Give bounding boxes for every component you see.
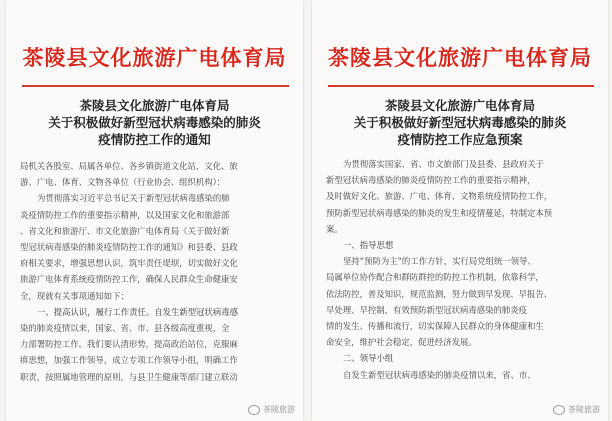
left-document-title (6, 97, 303, 148)
right-body-line: 预防新型冠状病毒感染的肺炎的发生和疫情蔓延，特制定本预 (326, 207, 553, 218)
right-body-line: 早处理、早控制，有效预防新型冠状病毒感染的肺炎疫 (326, 304, 527, 315)
right-body-line: 情的发生、传播和流行，切实保障人民群众的身体健康和生 (326, 321, 544, 332)
right-red-divider (328, 85, 594, 87)
right-body-line: 自发生新型冠状病毒感染的肺炎疫情以来，省、市、 (343, 369, 536, 380)
right-body-line: 为贯彻落实国家、省、市文旅部门及县委、县政府关于 (343, 159, 544, 169)
left-body-line: 型冠状病毒感染的肺炎疫情防控工作的通知》和县委、县政 (20, 242, 238, 253)
left-body-line: 府相关要求，增强思想认识，筑牢责任堤坝，切实做好文化 (20, 258, 238, 269)
right-title-line-1: 茶陵县文化旅游广电体育局 (384, 98, 535, 113)
left-body-line: 痹思想，加强工作领导，成立专项工作领导小组，明确工作 (20, 355, 238, 366)
right-watermark (553, 404, 600, 415)
left-title-line-3: 疫情防控工作的通知 (98, 132, 211, 147)
left-title-line-1: 茶陵县文化旅游广电体育局 (79, 98, 230, 113)
left-body-line: 职责，按照属地管理的原则，与县卫生健康等部门建立联动 (20, 371, 238, 382)
right-body-line: 依法防控，普及知识，规范监测，努力做到早发现、早报告、 (326, 288, 553, 299)
right-title-line-3: 疫情防控工作应急预案 (397, 132, 523, 147)
left-title-line-2: 关于积极做好新型冠状病毒感染的肺炎 (48, 115, 261, 130)
right-body-line: 坚持“预防为主”的工作方针，实行局党组统一领导、 (343, 256, 536, 267)
left-body-line: 为贯彻落实习近平总书记关于新型冠状病毒感染的肺 (37, 193, 230, 204)
left-body-line: 炎疫情防控工作的重要指示精神，以及国家文化和旅游部 (20, 209, 230, 220)
right-agency-header: 茶陵县文化旅游广电体育局 (328, 45, 592, 70)
left-body-text (20, 158, 293, 385)
left-body-line: 游、广电、体育、文物各单位（行业协会、组织机构）： (20, 177, 226, 188)
left-body-line: 旅游广电体育系统疫情防控工作，确保人民群众生命健康安 (20, 274, 238, 285)
wechat-icon (248, 405, 260, 415)
right-title-line-2: 关于积极做好新型冠状病毒感染的肺炎 (353, 115, 567, 130)
left-body-line: 、省文化和旅游厅、市文化旅游广电体育局《关于做好新 (20, 225, 230, 236)
left-document-page (6, 0, 303, 421)
right-section-heading: 一、指导思想 (343, 240, 394, 251)
right-watermark-text: 茶陵旅游 (568, 405, 600, 414)
right-document-page (312, 0, 608, 421)
right-body-line: 及时做好文化、旅游、广电、体育、文物系统疫情防控工作， (326, 191, 553, 202)
left-watermark (248, 404, 295, 415)
right-body-line: 命安全，维护社会稳定，促进经济发展。 (326, 337, 477, 348)
left-body-line: 局机关各股室、局属各单位、各乡镇街道文化站，文化、旅 (20, 161, 238, 171)
left-body-line: 一、提高认识，履行工作责任。自发生新型冠状病毒感 (37, 306, 238, 317)
left-body-line: 力部署防控工作。我们要认清形势，提高政治站位，克服麻 (20, 339, 238, 350)
left-body-line: 染的肺炎疫情以来，国家、省、市、县各级高度重视，全 (20, 323, 230, 334)
right-body-text (326, 156, 598, 383)
right-document-title (312, 97, 608, 148)
left-watermark-text: 茶陵旅游 (263, 405, 295, 414)
right-section-heading: 二、领导小组 (343, 353, 394, 364)
right-body-line: 新型冠状病毒感染的肺炎疫情防控工作的重要指示精神， (326, 175, 536, 186)
right-body-line: 局属单位协作配合和群防群控的防控工作机制，依靠科学， (326, 272, 544, 283)
right-body-line: 案。 (326, 223, 343, 234)
left-agency-header: 茶陵县文化旅游广电体育局 (22, 45, 287, 70)
left-body-line: 全，现就有关事项通知如下： (20, 290, 129, 301)
wechat-icon (553, 405, 565, 415)
left-red-divider (22, 85, 289, 87)
